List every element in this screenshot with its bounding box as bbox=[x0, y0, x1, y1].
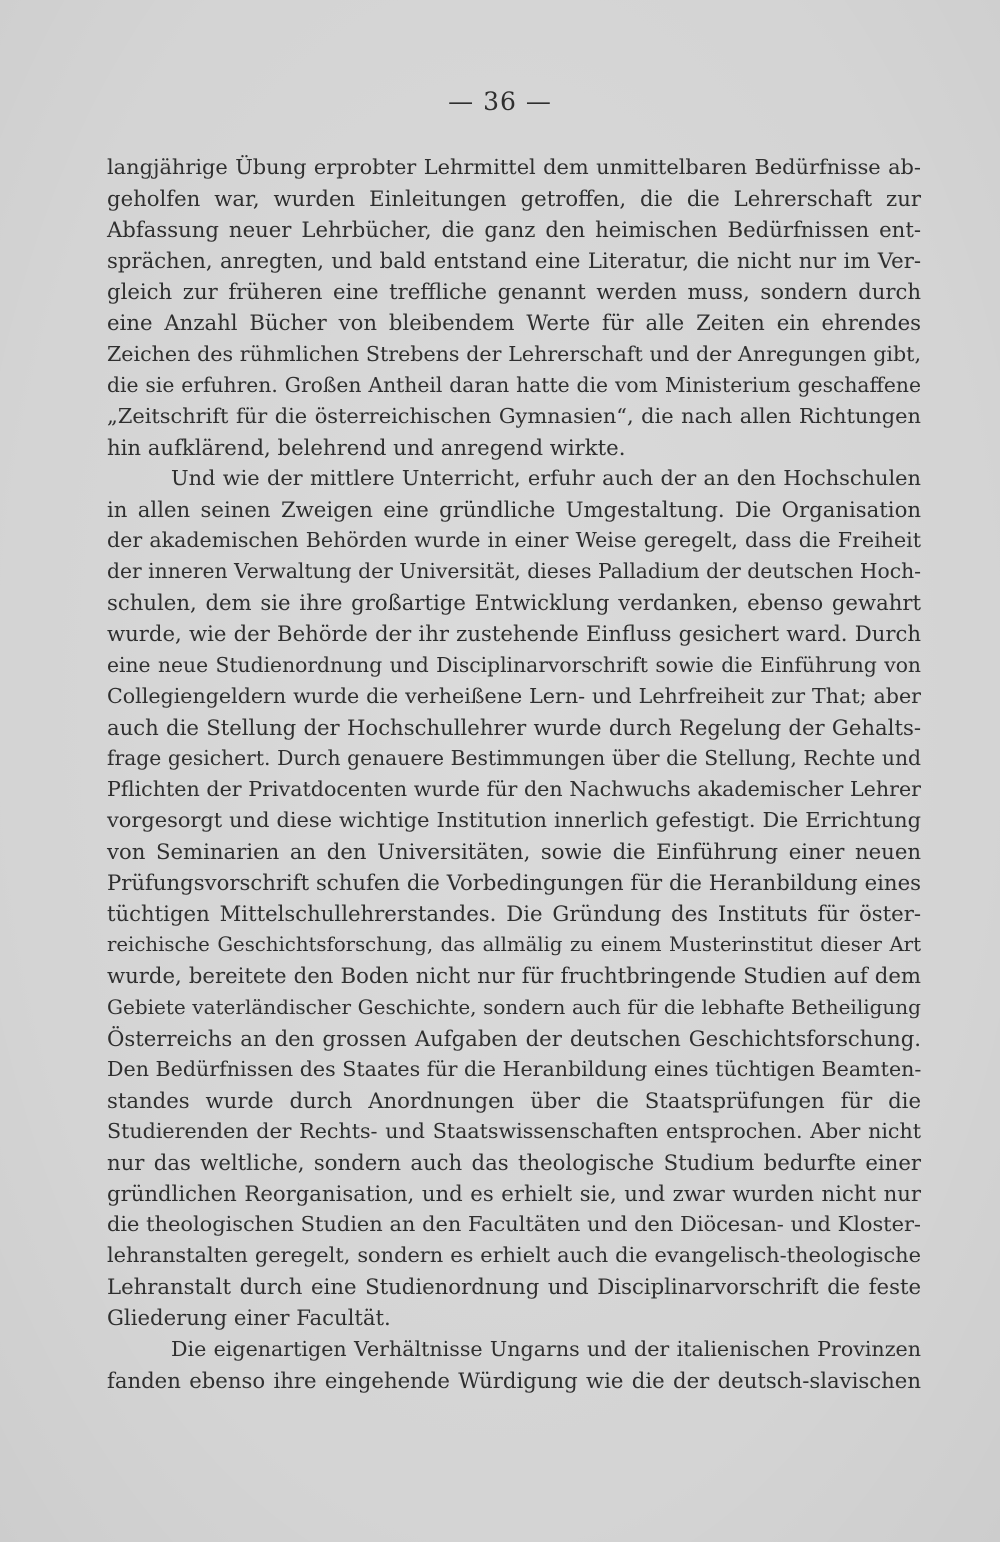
text-line: von Seminarien an den Universitäten, sowie die Einführung einer neuen bbox=[107, 839, 921, 865]
text-line: geholfen war, wurden Einleitungen getroffen, die die Lehrerschaft zur bbox=[107, 186, 921, 212]
text-line: wurde, bereitete den Boden nicht nur für fruchtbringende Studien auf dem bbox=[107, 963, 921, 989]
text-line: Studierenden der Rechts- und Staatswissenschaften entsprochen. Aber nicht bbox=[107, 1118, 921, 1143]
text-line: der akademischen Behörden wurde in einer Weise geregelt, dass die Freiheit bbox=[107, 528, 921, 553]
page-number: — 36 — bbox=[448, 87, 552, 116]
text-line: sprächen, anregten, und bald entstand eine Literatur, die nicht nur im Ver- bbox=[107, 248, 921, 274]
text-line: in allen seinen Zweigen eine gründliche Umgestaltung. Die Organisation bbox=[107, 497, 921, 523]
text-line: lehranstalten geregelt, sondern es erhielt auch die evangelisch-theologische bbox=[107, 1243, 921, 1268]
text-line: fanden ebenso ihre eingehende Würdigung wie die der deutsch-slavischen bbox=[107, 1367, 921, 1393]
text-line: standes wurde durch Anordnungen über die Staatsprüfungen für die bbox=[107, 1087, 921, 1113]
text-line: Gebiete vaterländischer Geschichte, sondern auch für die lebhafte Betheiligung bbox=[107, 994, 921, 1019]
text-line: schulen, dem sie ihre großartige Entwicklung verdanken, ebenso gewahrt bbox=[107, 590, 921, 616]
text-line: frage gesichert. Durch genauere Bestimmungen über die Stellung, Rechte und bbox=[107, 745, 921, 770]
text-line: reichische Geschichtsforschung, das allmälig zu einem Musterinstitut dieser Art bbox=[107, 933, 921, 957]
text-line: Den Bedürfnissen des Staates für die Heranbildung eines tüchtigen Beamten- bbox=[107, 1056, 922, 1081]
text-line: Zeichen des rühmlichen Strebens der Lehrerschaft und der Anregungen gibt, bbox=[107, 341, 921, 366]
text-line: Abfassung neuer Lehrbücher, die ganz den heimischen Bedürfnissen ent- bbox=[107, 217, 921, 243]
text-line: gleich zur früheren eine treffliche genannt werden muss, sondern durch bbox=[107, 279, 921, 305]
text-line: eine neue Studienordnung und Disciplinarvorschrift sowie die Einführung von bbox=[107, 652, 921, 677]
text-line: die sie erfuhren. Großen Antheil daran hatte die vom Ministerium geschaffene bbox=[107, 372, 921, 397]
body-text bbox=[107, 152, 921, 1396]
text-line: „Zeitschrift für die österreichischen Gymnasien“, die nach allen Richtungen bbox=[107, 403, 921, 428]
text-line: Gliederung einer Facultät. bbox=[107, 1305, 391, 1331]
text-line: Und wie der mittlere Unterricht, erfuhr auch der an den Hochschulen bbox=[171, 465, 921, 490]
text-line: gründlichen Reorganisation, und es erhielt sie, und zwar wurden nicht nur bbox=[107, 1181, 921, 1207]
text-line: Lehranstalt durch eine Studienordnung und Disciplinarvorschrift die feste bbox=[107, 1274, 921, 1300]
text-line: Österreichs an den grossen Aufgaben der deutschen Geschichtsforschung. bbox=[107, 1025, 921, 1051]
text-line: Collegiengeldern wurde die verheißene Lern- und Lehrfreiheit zur That; aber bbox=[107, 683, 921, 708]
text-line: Prüfungsvorschrift schufen die Vorbedingungen für die Heranbildung eines bbox=[107, 870, 921, 896]
text-line: Die eigenartigen Verhältnisse Ungarns und der italienischen Provinzen bbox=[171, 1336, 921, 1361]
text-line: auch die Stellung der Hochschullehrer wurde durch Regelung der Gehalts- bbox=[107, 714, 921, 740]
text-line: der inneren Verwaltung der Universität, dieses Palladium der deutschen Hoch- bbox=[107, 559, 921, 584]
text-line: hin aufklärend, belehrend und anregend wirkte. bbox=[107, 434, 626, 460]
text-line: wurde, wie der Behörde der ihr zustehende Einfluss gesichert ward. Durch bbox=[107, 621, 921, 647]
text-line: langjährige Übung erprobter Lehrmittel dem unmittelbaren Bedürfnisse ab- bbox=[107, 155, 921, 179]
text-line: vorgesorgt und diese wichtige Institution innerlich gefestigt. Die Errichtung bbox=[107, 807, 921, 832]
text-line: tüchtigen Mittelschullehrerstandes. Die Gründung des Instituts für öster- bbox=[107, 901, 921, 927]
text-line: die theologischen Studien an den Facultäten und den Diöcesan- und Kloster- bbox=[107, 1212, 921, 1237]
text-line: eine Anzahl Bücher von bleibendem Werte für alle Zeiten ein ehrendes bbox=[107, 310, 921, 336]
text-line: Pflichten der Privatdocenten wurde für den Nachwuchs akademischer Lehrer bbox=[107, 776, 921, 801]
text-line: nur das weltliche, sondern auch das theologische Studium bedurfte einer bbox=[107, 1150, 921, 1175]
